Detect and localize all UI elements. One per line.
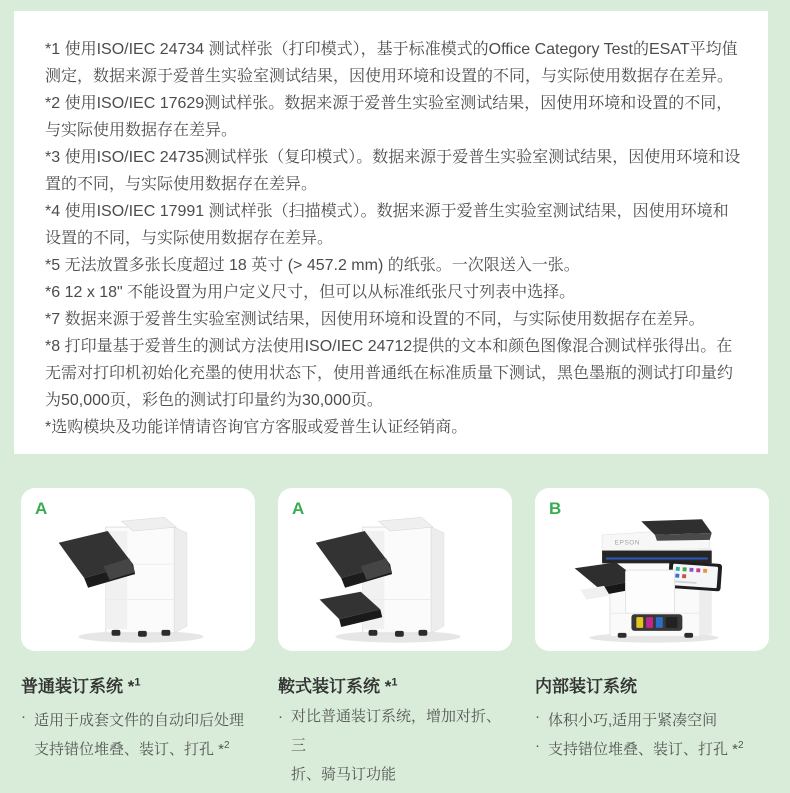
card-label-badge: A xyxy=(292,499,305,518)
card-title-footnote-ref: 1 xyxy=(134,676,141,689)
bullet-dot: · xyxy=(535,737,540,754)
card-title-text: 普通装订系统 * xyxy=(21,677,135,696)
card-label-badge: B xyxy=(549,499,562,518)
accessory-card-internal-finisher xyxy=(535,488,769,787)
saddle-finisher-image xyxy=(302,509,488,647)
card-feature-list xyxy=(278,704,512,787)
product-image-card xyxy=(278,488,512,651)
feature-line xyxy=(535,733,769,762)
feature-line xyxy=(535,704,769,733)
feature-text: 支持错位堆叠、装订、打孔 * xyxy=(34,741,225,758)
feature-line xyxy=(278,704,512,758)
feature-text: 折、骑马订功能 xyxy=(291,766,397,783)
accessory-card-standard-finisher xyxy=(21,488,255,787)
card-title-text: 内部装订系统 xyxy=(535,677,637,696)
feature-line xyxy=(21,733,255,762)
bullet-dot: · xyxy=(535,708,540,725)
bullet-dot: · xyxy=(278,708,283,725)
standard-finisher-image xyxy=(45,509,231,647)
card-title-footnote-ref: 1 xyxy=(391,676,398,689)
card-label-badge: A xyxy=(35,499,48,518)
card-title xyxy=(535,672,769,697)
footnote-7: *7 数据来源于爱普生实验室测试结果，因使用环境和设置的不同，与实际使用数据存在差异。 xyxy=(45,311,705,328)
card-feature-list xyxy=(535,704,769,762)
feature-footnote-ref: 2 xyxy=(738,740,744,751)
footnote-8: *8 打印量基于爱普生的测试方法使用ISO/IEC 24712提供的文本和颜色图像混合测试样张得出。在无需对打印机初始化充墨的使用状态下，使用普通纸在标准质量下测试，黑色墨瓶的测试打印量约为50,000页，彩色的测试打印量约为30,000页。 xyxy=(45,338,734,409)
footnote-4: *4 使用ISO/IEC 17991 测试样张（扫描模式）。数据来源于爱普生实验室测试结果，因使用环境和设置的不同，与实际使用数据存在差异。 xyxy=(45,203,729,247)
footnote-1: *1 使用ISO/IEC 24734 测试样张（打印模式），基于标准模式的Office Category Test的ESAT平均值测定，数据来源于爱普生实验室测试结果，因使用环境和设置的不同，与实际使用数据存在差异。 xyxy=(45,41,738,85)
footnote-5: *5 无法放置多张长度超过 18 英寸 (> 457.2 mm) 的纸张。一次限送入一张。 xyxy=(45,257,580,274)
card-title-text: 鞍式装订系统 * xyxy=(278,677,392,696)
bullet-dot xyxy=(278,758,291,787)
product-image-card xyxy=(21,488,255,651)
page xyxy=(0,11,790,793)
internal-finisher-mfp-image xyxy=(559,509,745,647)
footnote-optional-modules: *选购模块及功能详情请咨询官方客服或爱普生认证经销商。 xyxy=(45,419,468,436)
accessory-cards-section xyxy=(0,488,790,787)
footnote-6: *6 12 x 18" 不能设置为用户定义尺寸，但可以从标准纸张尺寸列表中选择。 xyxy=(45,284,576,301)
feature-line xyxy=(21,704,255,733)
card-title xyxy=(278,672,512,697)
product-image-card xyxy=(535,488,769,651)
feature-line xyxy=(278,758,512,787)
bullet-dot xyxy=(21,733,34,762)
footnote-2: *2 使用ISO/IEC 17629测试样张。数据来源于爱普生实验室测试结果，因使用环境和设置的不同，与实际使用数据存在差异。 xyxy=(45,95,733,139)
footnote-3: *3 使用ISO/IEC 24735测试样张（复印模式）。数据来源于爱普生实验室测试结果，因使用环境和设置的不同，与实际使用数据存在差异。 xyxy=(45,149,741,193)
touchscreen-panel xyxy=(668,560,723,591)
feature-text: 支持错位堆叠、装订、打孔 * xyxy=(548,741,739,758)
epson-logo: EPSON xyxy=(614,539,641,547)
feature-footnote-ref: 2 xyxy=(224,740,230,751)
accessory-card-saddle-finisher xyxy=(278,488,512,787)
feature-text: 对比普通装订系统，增加对折、三 xyxy=(291,708,502,754)
card-title xyxy=(21,672,255,697)
feature-text: 体积小巧,适用于紧凑空间 xyxy=(548,712,718,729)
bullet-dot: · xyxy=(21,708,26,725)
footnotes-panel xyxy=(14,11,768,454)
card-feature-list xyxy=(21,704,255,762)
feature-text: 适用于成套文件的自动印后处理 xyxy=(34,712,245,729)
